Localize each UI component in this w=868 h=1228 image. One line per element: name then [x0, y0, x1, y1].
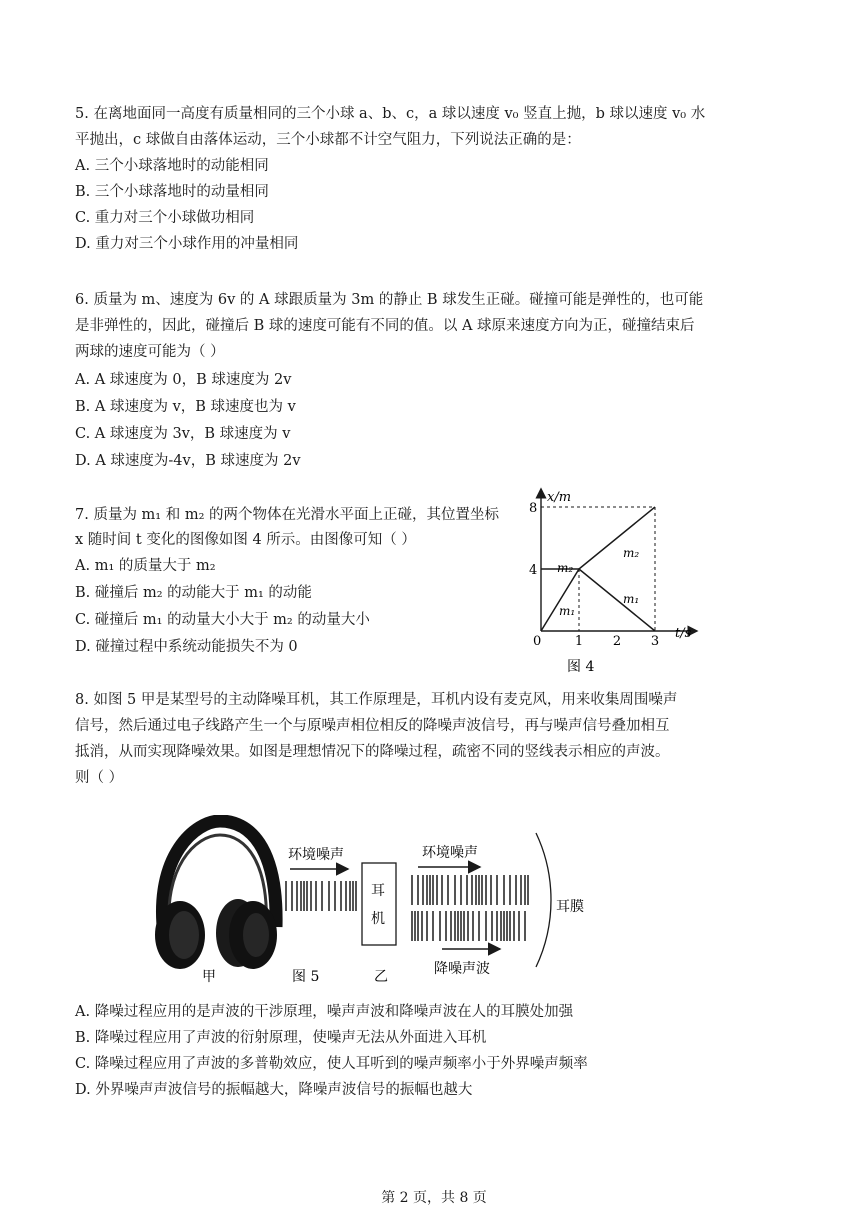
question-5-stem-line-2: 平抛出，c 球做自由落体运动，三个小球都不计空气阻力，下列说法正确的是： [75, 132, 581, 148]
label-jia: 甲 [202, 969, 216, 985]
question-7-option-c: C. 碰撞后 m₁ 的动量大小大于 m₂ 的动量大小 [75, 612, 370, 628]
question-6-stem-line-2: 是非弹性的，因此，碰撞后 B 球的速度可能有不同的值。以 A 球原来速度方向为正，碰撞结束后 [75, 318, 695, 334]
question-6-option-c: C. A 球速度为 3v，B 球速度为 v [75, 426, 291, 442]
figure-5-noise-cancel-diagram [150, 815, 630, 985]
question-6-stem-line-1: 6. 质量为 m、速度为 6v 的 A 球跟质量为 3m 的静止 B 球发生正碰。碰撞可能是弹性的，也可能 [75, 292, 704, 308]
question-7-option-b: B. 碰撞后 m₂ 的动能大于 m₁ 的动能 [75, 585, 312, 601]
x-axis-label: t/s [675, 626, 692, 641]
question-8-stem-line-2: 信号，然后通过电子线路产生一个与原噪声相位相反的降噪声波信号，再与噪声信号叠加相互 [75, 718, 670, 734]
question-5-option-a: A. 三个小球落地时的动能相同 [75, 158, 269, 174]
label-m2-before: m₂ [557, 561, 574, 575]
question-8-option-d: D. 外界噪声声波信号的振幅越大，降噪声波信号的振幅也越大 [75, 1082, 473, 1098]
noise-waves-left [286, 881, 356, 911]
question-8-option-a: A. 降噪过程应用的是声波的干涉原理，噪声声波和降噪声波在人的耳膜处加强 [75, 1004, 574, 1020]
question-7-stem-line-1: 7. 质量为 m₁ 和 m₂ 的两个物体在光滑水平面上正碰，其位置坐标 [75, 507, 500, 523]
question-8-stem-line-4: 则（ ） [75, 770, 124, 786]
eardrum-curve [536, 833, 551, 967]
question-5-option-c: C. 重力对三个小球做功相同 [75, 210, 255, 226]
env-noise-right-label: 环境噪声 [422, 845, 478, 861]
origin-label: 0 [533, 634, 542, 649]
question-6-option-b: B. A 球速度为 v，B 球速度也为 v [75, 399, 296, 415]
question-7-stem-line-2: x 随时间 t 变化的图像如图 4 所示。由图像可知（ ） [75, 532, 416, 548]
question-6-option-d: D. A 球速度为-4v，B 球速度为 2v [75, 453, 301, 469]
anti-noise-waves [412, 911, 525, 941]
label-m2-after: m₂ [623, 546, 640, 560]
question-6-option-a: A. A 球速度为 0，B 球速度为 2v [75, 372, 292, 388]
eardrum-label: 耳膜 [556, 899, 584, 915]
earphone-label-2: 机 [371, 911, 385, 927]
headphones-icon [155, 821, 277, 969]
question-8-option-c: C. 降噪过程应用了声波的多普勒效应，使人耳听到的噪声频率小于外界噪声频率 [75, 1056, 588, 1072]
label-m1-before: m₁ [559, 604, 576, 618]
earphone-label-1: 耳 [371, 883, 385, 899]
label-yi: 乙 [374, 969, 388, 985]
y-tick-8: 8 [529, 501, 538, 516]
y-tick-4: 4 [529, 563, 538, 578]
question-5-option-b: B. 三个小球落地时的动量相同 [75, 184, 269, 200]
question-7-option-a: A. m₁ 的质量大于 m₂ [75, 558, 216, 574]
label-m1-after: m₁ [623, 592, 640, 606]
page-footer: 第 2 页，共 8 页 [381, 1190, 487, 1206]
env-noise-left-label: 环境噪声 [288, 847, 344, 863]
figure-5-caption: 图 5 [292, 969, 320, 985]
question-5-stem-line-1: 5. 在离地面同一高度有质量相同的三个小球 a、b、c，a 球以速度 v₀ 竖直上抛，b 球以速度 v₀ 水 [75, 106, 706, 122]
figure-4-caption: 图 4 [567, 659, 595, 675]
noise-waves-right [412, 875, 528, 905]
figure-4-xt-graph [515, 485, 715, 685]
question-5-option-d: D. 重力对三个小球作用的冲量相同 [75, 236, 299, 252]
question-6-stem-line-3: 两球的速度可能为（ ） [75, 344, 225, 360]
anti-noise-label: 降噪声波 [434, 961, 490, 977]
question-8-stem-line-1: 8. 如图 5 甲是某型号的主动降噪耳机，其工作原理是，耳机内设有麦克风，用来收集周围噪声 [75, 692, 678, 708]
earphone-box [362, 863, 396, 945]
question-8-option-b: B. 降噪过程应用了声波的衍射原理，使噪声无法从外面进入耳机 [75, 1030, 487, 1046]
x-tick-3: 3 [650, 634, 660, 649]
y-axis-label: x/m [547, 490, 572, 505]
question-8-stem-line-3: 抵消，从而实现降噪效果。如图是理想情况下的降噪过程，疏密不同的竖线表示相应的声波。 [75, 744, 670, 760]
question-7-option-d: D. 碰撞过程中系统动能损失不为 0 [75, 639, 298, 655]
x-tick-2: 2 [612, 634, 622, 649]
x-tick-1: 1 [574, 634, 584, 649]
